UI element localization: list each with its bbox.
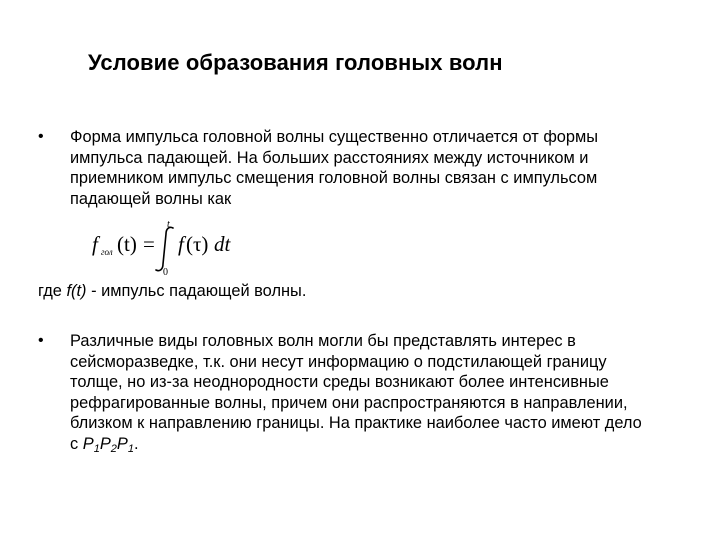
bullet-marker: • (38, 332, 44, 349)
bullet-text-2-body: Различные виды головных волн могли бы представлять интерес в сейсморазведке, т.к. они несут информацию о подстилающей границу толще, но из-за неоднородности среды возникают более интенсивные рефрагированные волны, причем они распространяются в направлении, близком к направлению границы. На практике наиболее часто имеют дело с (70, 332, 642, 453)
formula-upper-limit: t (167, 220, 170, 230)
formula-f-lhs: f (92, 232, 98, 256)
wave-p1-sub: 1 (93, 442, 100, 455)
formula-lower-limit: 0 (163, 267, 168, 278)
formula-differential: dt (214, 232, 231, 256)
formula-integrand-f: f (178, 232, 184, 256)
bullet-2-end: . (133, 434, 139, 453)
wave-p1: P (82, 434, 94, 453)
bullet-item-1 (38, 127, 638, 209)
where-symbol: f(t) (66, 282, 87, 300)
integral-formula (90, 220, 250, 278)
formula-subscript-gol: гол (101, 247, 113, 257)
bullet-text-2 (70, 331, 648, 460)
formula-integrand-arg: (τ) (186, 232, 209, 256)
formula-equals: = (143, 232, 155, 256)
wave-p3-sub: 1 (127, 442, 134, 455)
where-line (38, 281, 306, 301)
bullet-item-2 (38, 331, 648, 460)
integral-sign (156, 227, 173, 270)
bullet-marker: • (38, 128, 44, 145)
bullet-text-1: Форма импульса головной волны существенно отличается от формы импульса падающей. На больших расстояниях между источником и приемником импульс смещения головной волны связан с импульсом падающей волны как (70, 128, 599, 208)
where-suffix: - импульс падающей волны. (86, 282, 307, 300)
wave-p2: P (99, 434, 111, 453)
formula-lhs-arg: (t) (117, 232, 137, 256)
slide-title: Условие образования головных волн (88, 50, 503, 75)
where-prefix: где (38, 282, 67, 300)
wave-p3: P (116, 434, 128, 453)
wave-p2-sub: 2 (110, 442, 117, 455)
